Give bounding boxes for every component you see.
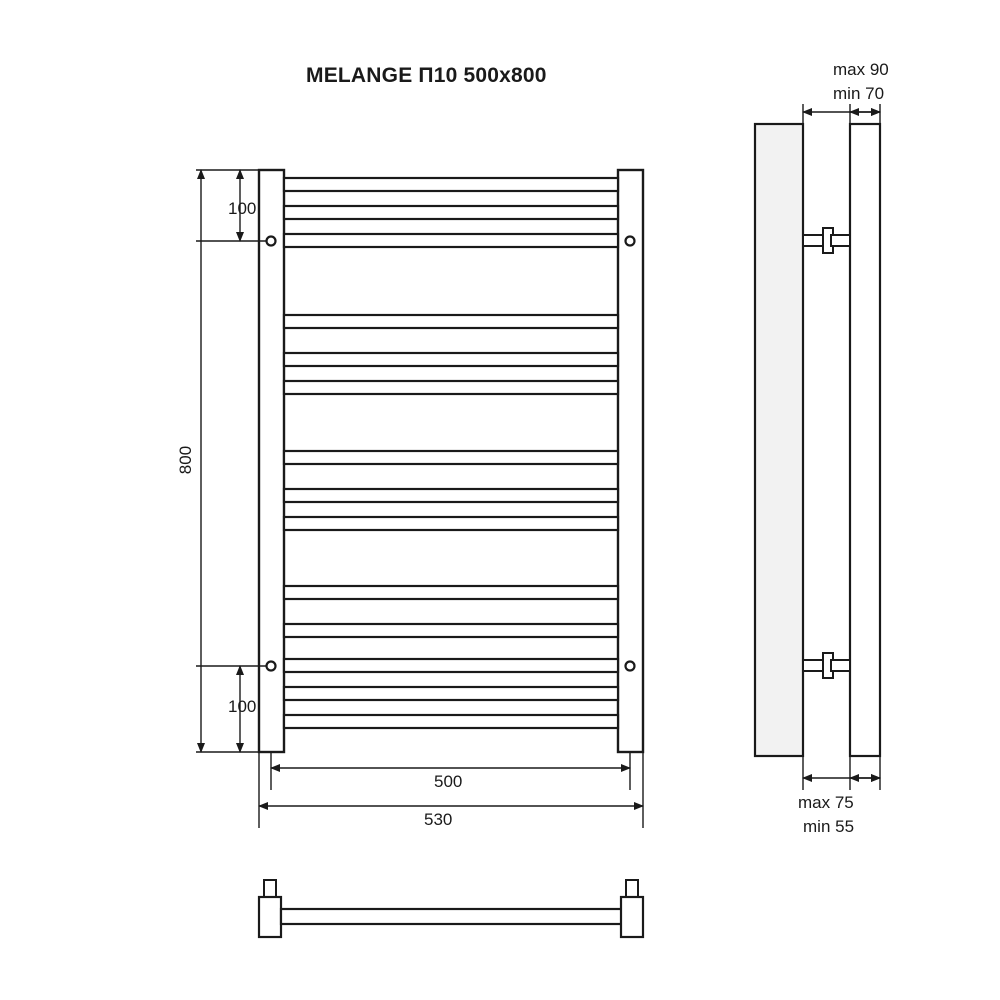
heating-bars [284, 178, 618, 728]
dim-label-bottom-offset: 100 [228, 697, 257, 716]
dim-label-depth-min: min 70 [833, 84, 885, 103]
dim-label-height: 800 [176, 445, 196, 475]
dim-label-wall-min: min 55 [803, 817, 855, 836]
side-view-rail [850, 124, 880, 756]
side-view-bracket-bottom [803, 653, 850, 678]
page-title: MELANGE П10 500x800 [306, 64, 547, 87]
front-right-rail [618, 170, 643, 752]
dim-label-depth-max: max 90 [833, 60, 889, 79]
front-left-rail [259, 170, 284, 752]
side-view-bracket-top [803, 228, 850, 253]
bottom-bracket-detail [259, 880, 643, 937]
dim-label-top-offset: 100 [228, 199, 257, 218]
dim-label-wall-max: max 75 [798, 793, 854, 812]
side-view-panel [755, 124, 803, 756]
dim-label-inner-width: 500 [434, 772, 463, 791]
dim-label-outer-width: 530 [424, 810, 453, 829]
